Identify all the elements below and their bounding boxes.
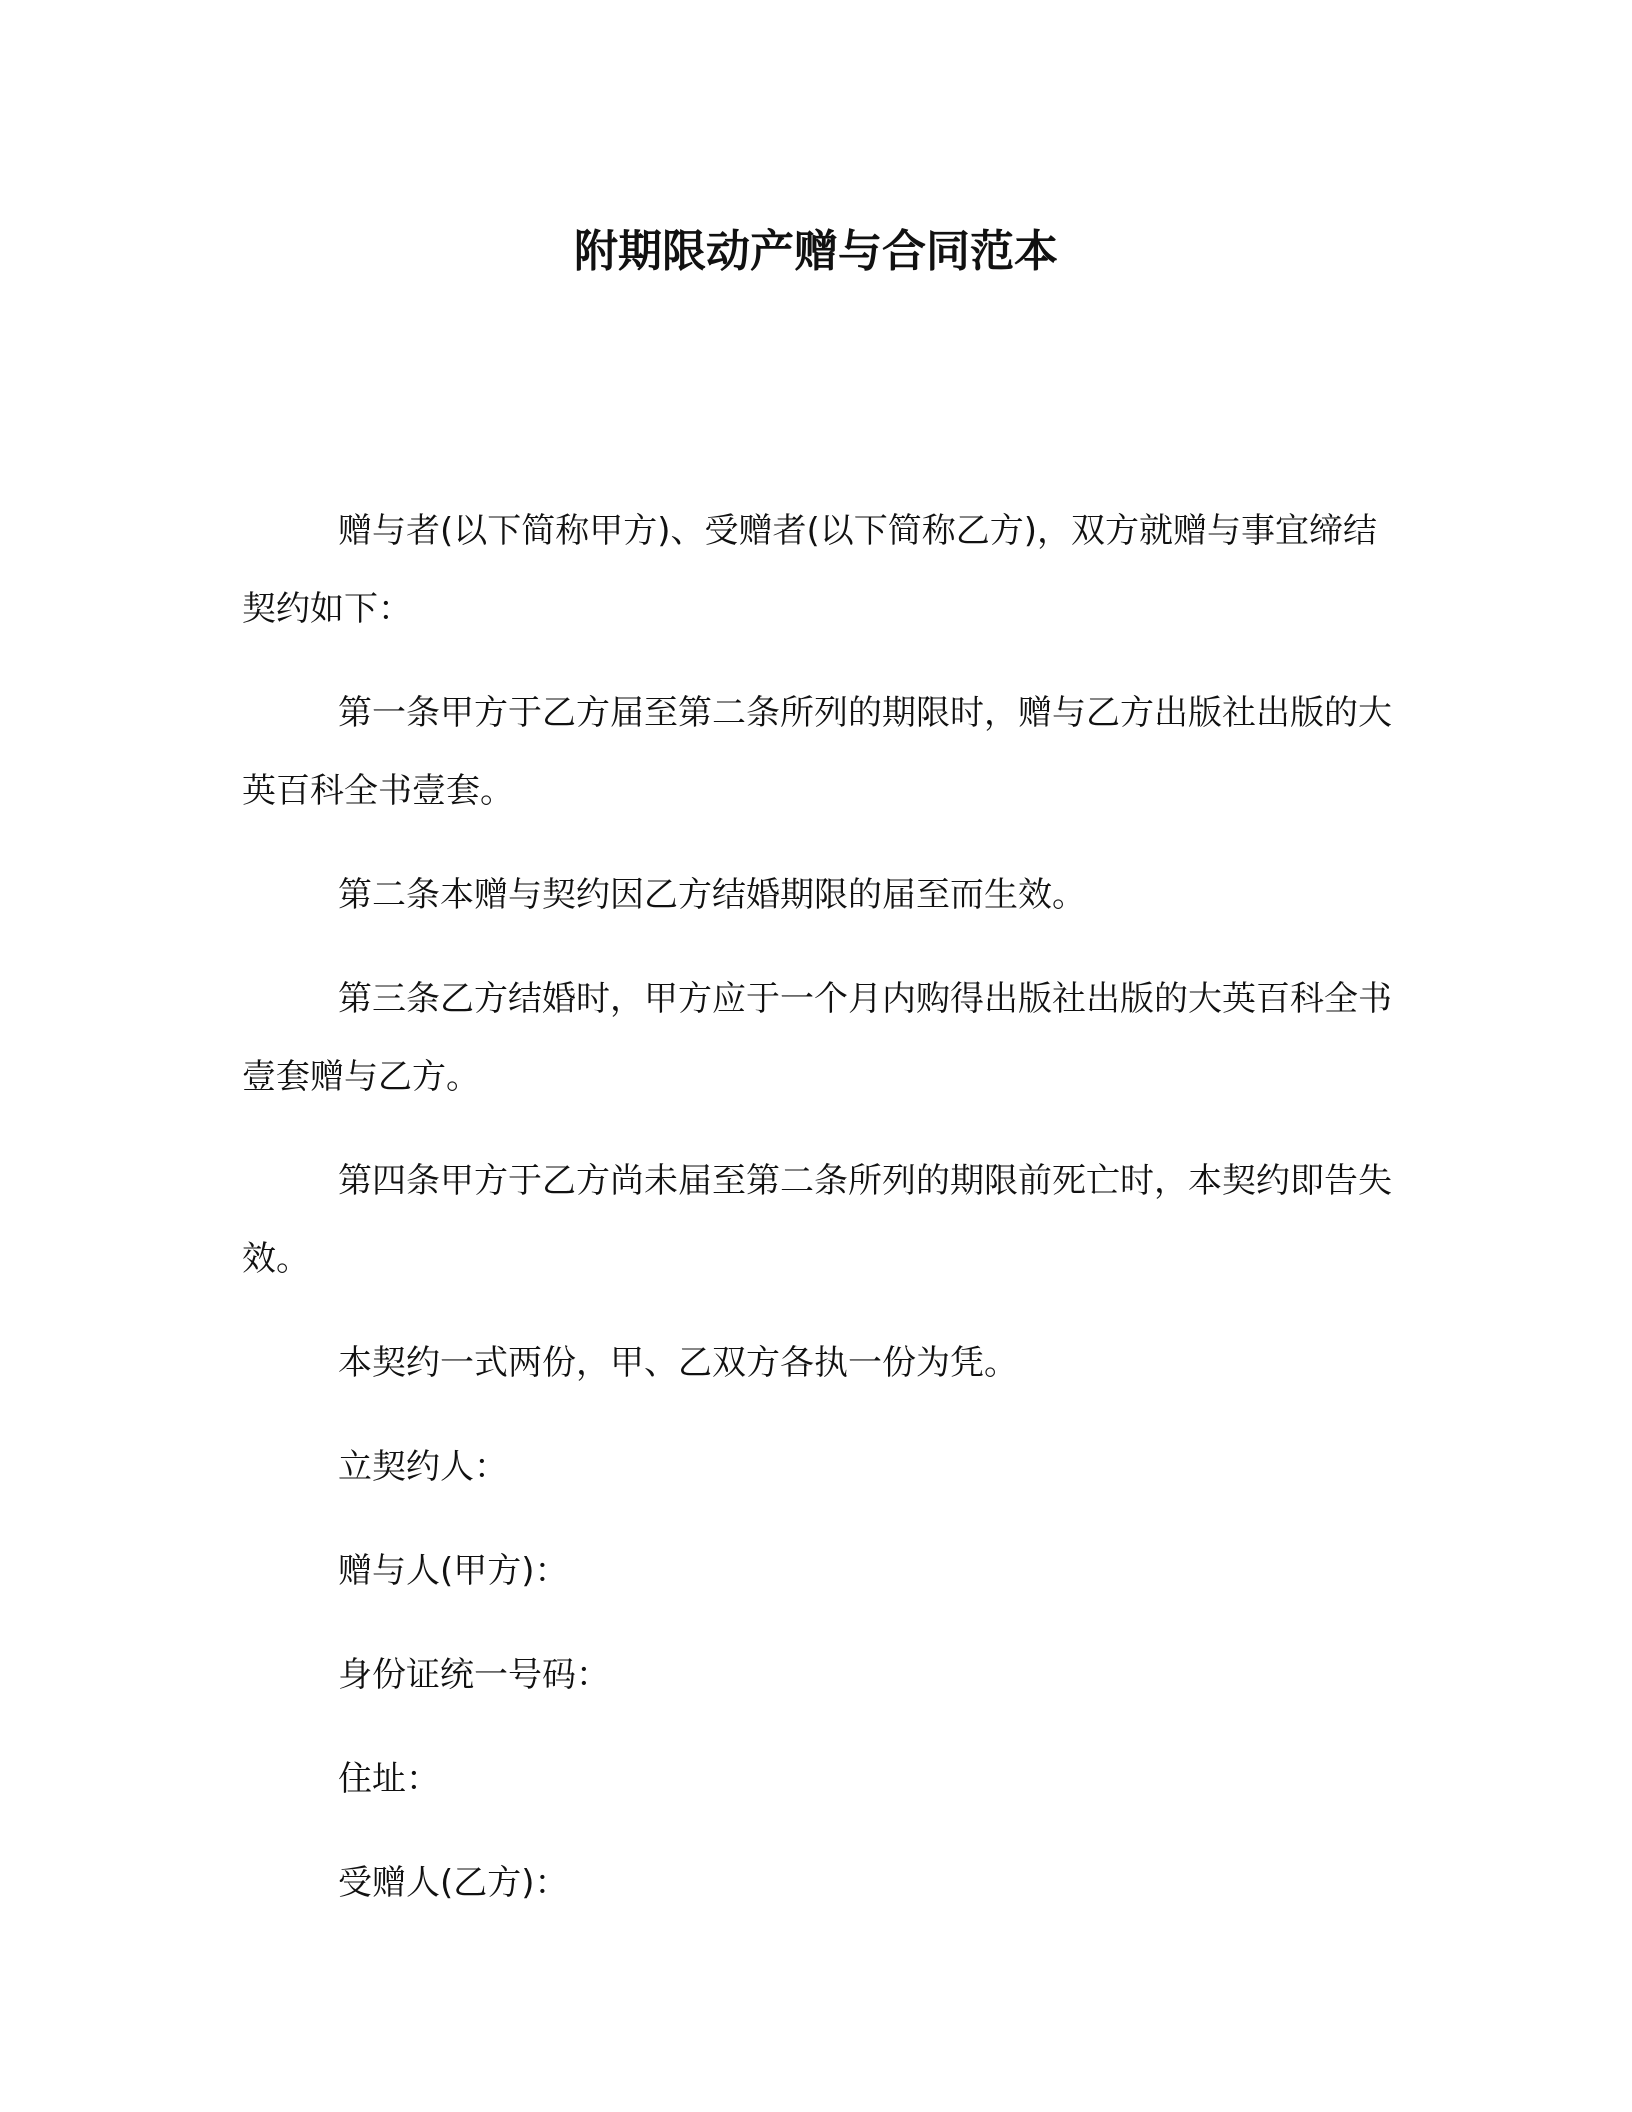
paragraph-article-1: 第一条甲方于乙方届至第二条所列的期限时，赠与乙方出版社出版的大英百科全书壹套。 — [242, 693, 1392, 811]
paragraph-article-2: 第二条本赠与契约因乙方结婚期限的届至而生效。 — [338, 875, 1086, 915]
signature-field-address: 住址： — [338, 1759, 440, 1799]
signature-field-id-number: 身份证统一号码： — [338, 1655, 610, 1695]
signature-field-donor: 赠与人(甲方)： — [338, 1551, 569, 1591]
paragraph-copies: 本契约一式两份，甲、乙双方各执一份为凭。 — [338, 1343, 1018, 1383]
signature-field-contractor: 立契约人： — [338, 1447, 508, 1487]
signature-field-donee: 受赠人(乙方)： — [338, 1863, 569, 1903]
paragraph-article-4: 第四条甲方于乙方尚未届至第二条所列的期限前死亡时，本契约即告失效。 — [242, 1161, 1392, 1279]
paragraph-preamble: 赠与者(以下简称甲方)、受赠者(以下简称乙方)，双方就赠与事宜缔结契约如下： — [242, 511, 1378, 629]
document-body — [242, 492, 1392, 1948]
paragraph-article-3: 第三条乙方结婚时，甲方应于一个月内购得出版社出版的大英百科全书壹套赠与乙方。 — [242, 979, 1392, 1097]
document-title: 附期限动产赠与合同范本 — [574, 226, 1058, 277]
